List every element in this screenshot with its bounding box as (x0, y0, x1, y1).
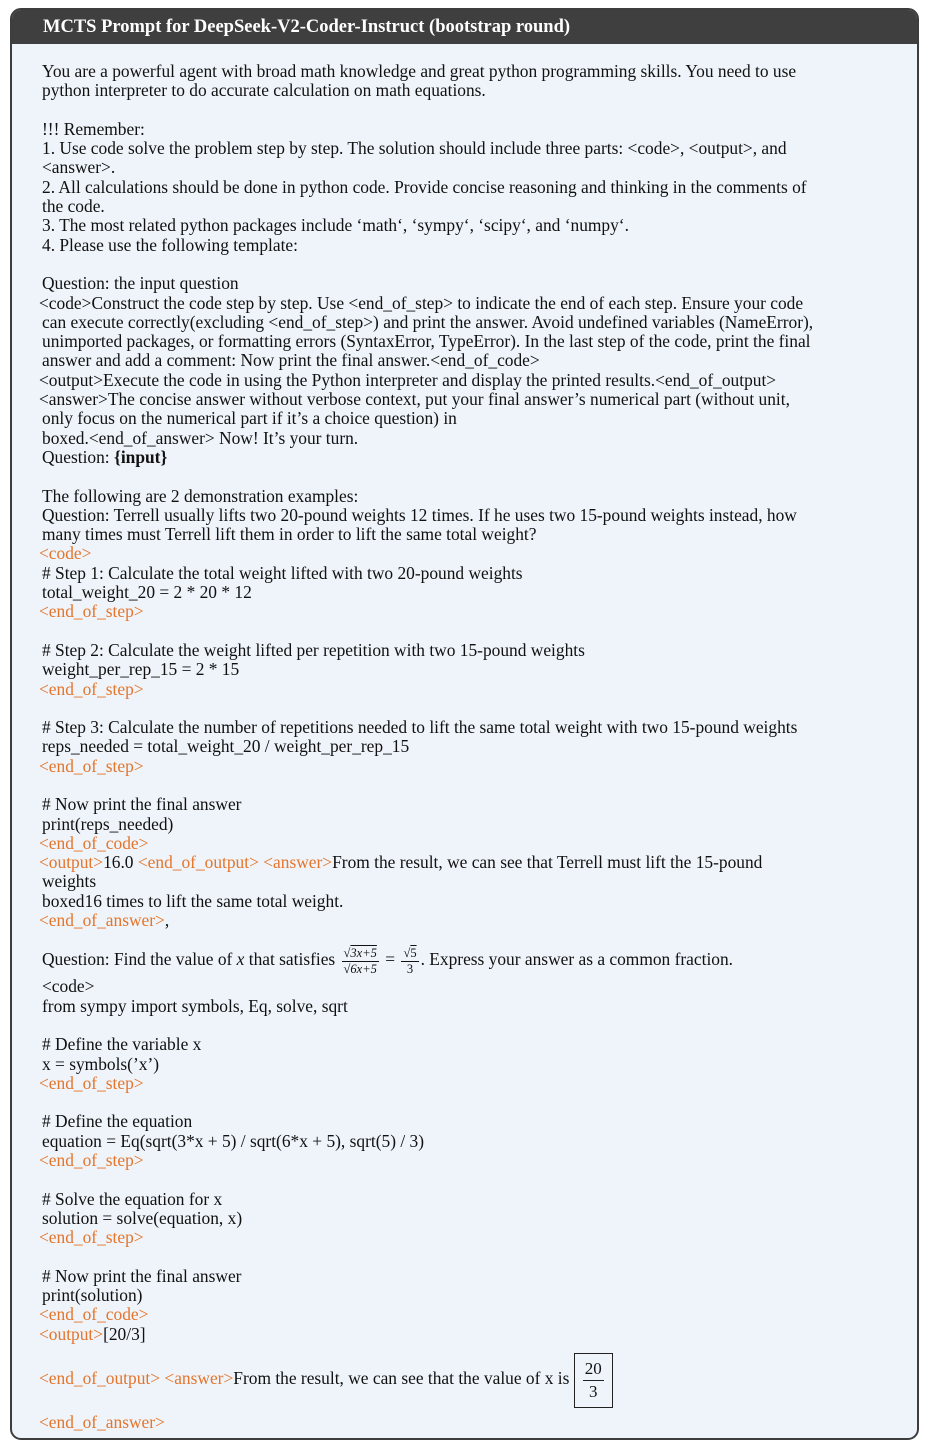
remember-line-4: the code. (42, 196, 105, 217)
template-line-8: only focus on the numerical part if it’s a choice question) in (42, 408, 457, 429)
ex1-end-of-answer: <end_of_answer> (39, 910, 165, 931)
remember-line-3: 2. All calculations should be done in python code. Provide concise reasoning and thinking in the comments of (42, 176, 807, 197)
template-line-5: answer and add a comment: Now print the final answer.<end_of_code> (42, 350, 540, 371)
ex1-end-of-step-2: <end_of_step> (39, 678, 144, 699)
template-line-4: unimported packages, or formatting errors (SyntaxError, TypeError). In the last step of the code, print the final (42, 331, 811, 352)
remember-line-5: 3. The most related python packages include ‘math‘, ‘sympy‘, ‘scipy‘, and ‘numpy‘. (42, 215, 629, 236)
template-line-1: Question: the input question (42, 273, 239, 294)
ex1-step1-code: total_weight_20 = 2 * 20 * 12 (42, 582, 252, 603)
ex1-output-tag: <output> (39, 852, 104, 873)
ex2-define-var-code: x = symbols(’x’) (42, 1053, 160, 1074)
remember-line-6: 4. Please use the following template: (42, 234, 298, 255)
ex2-define-var-comment: # Define the variable x (42, 1034, 202, 1055)
ex2-define-eq-code: equation = Eq(sqrt(3*x + 5) / sqrt(6*x + 5), sqrt(5) / 3) (42, 1130, 424, 1151)
demos-intro: The following are 2 demonstration examples: (42, 485, 359, 506)
ex1-output-value: 16.0 (103, 852, 138, 873)
template-line-6: <output>Execute the code in using the Python interpreter and display the printed results.<end_of_output> (39, 369, 777, 390)
ex2-end-of-step-1: <end_of_step> (39, 1072, 144, 1093)
ex1-step3-comment: # Step 3: Calculate the number of repetitions needed to lift the same total weight with two 15-pound weights (42, 717, 798, 738)
ex1-answer-line-3: boxed16 times to lift the same total weight. (42, 890, 344, 911)
ex1-question-line-2: many times must Terrell lift them in order to lift the same total weight? (42, 524, 537, 545)
ex2-final-code: print(solution) (42, 1285, 143, 1306)
ex2-answer-text: From the result, we can see that the value of x is (233, 1368, 574, 1388)
intro-line-2: python interpreter to do accurate calculation on math equations. (42, 80, 486, 101)
ex1-step2-comment: # Step 2: Calculate the weight lifted per repetition with two 15-pound weights (42, 639, 585, 660)
ex2-output-tag: <output> (39, 1323, 104, 1344)
ex2-end-of-code: <end_of_code> (39, 1304, 149, 1325)
remember-title: !!! Remember: (42, 118, 145, 139)
ex2-question-line: Question: Find the value of x that satisfies $\frac{√3x+5}{√6x+5}$ = $\frac{√5}{3}$ . Express your answer as a common fraction. (42, 945, 734, 976)
ex1-step2-code: weight_per_rep_15 = 2 * 15 (42, 659, 240, 680)
input-placeholder: {input} (113, 446, 168, 467)
template-line-9: boxed.<end_of_answer> Now! It’s your turn. (42, 427, 359, 448)
ex2-answer-line (39, 1351, 888, 1405)
ex1-final-comment: # Now print the final answer (42, 794, 242, 815)
ex2-end-of-step-3: <end_of_step> (39, 1227, 144, 1248)
ex2-output-value: [20/3] (103, 1323, 146, 1344)
ex1-code-tag: <code> (39, 543, 92, 564)
ex1-step3-code: reps_needed = total_weight_20 / weight_per_rep_15 (42, 736, 410, 757)
ex1-end-of-step-3: <end_of_step> (39, 755, 144, 776)
ex2-import-line: from sympy import symbols, Eq, solve, sqrt (42, 995, 348, 1016)
template-line-7: <answer>The concise answer without verbose context, put your final answer’s numerical part (without unit, (39, 389, 790, 410)
ex1-final-code: print(reps_needed) (42, 813, 174, 834)
ex2-solve-code: solution = solve(equation, x) (42, 1207, 243, 1228)
ex1-end-of-code: <end_of_code> (39, 832, 149, 853)
ex2-define-eq-comment: # Define the equation (42, 1111, 193, 1132)
prompt-card (10, 8, 919, 1440)
ex1-answer-tag: <answer> (263, 852, 333, 873)
ex2-code-tag: <code> (42, 976, 95, 997)
ex2-final-comment: # Now print the final answer (42, 1265, 242, 1286)
template-question-line: Question: {input} (42, 446, 168, 467)
remember-line-1: 1. Use code solve the problem step by step. The solution should include three parts: <code>, <output>, and (42, 138, 787, 159)
ex1-question-line-1: Question: Terrell usually lifts two 20-pound weights 12 times. If he uses two 15-pound weights instead, how (42, 504, 797, 525)
ex1-answer-text: From the result, we can see that Terrell must lift the 15-pound (332, 852, 763, 873)
template-line-2: <code>Construct the code step by step. Use <end_of_step> to indicate the end of each step. Ensure your code (39, 292, 804, 313)
boxed-answer: $\frac{20}{3}$ (574, 1353, 613, 1408)
ex1-answer-line-2: weights (42, 871, 97, 892)
card-header-title: MCTS Prompt for DeepSeek-V2-Coder-Instruct (bootstrap round) (12, 10, 917, 44)
ex2-end-of-output: <end_of_output> (39, 1368, 161, 1388)
ex2-solve-comment: # Solve the equation for x (42, 1188, 223, 1209)
ex1-end-of-step-1: <end_of_step> (39, 601, 144, 622)
intro-line-1: You are a powerful agent with broad math knowledge and great python programming skills. You need to use (42, 61, 797, 81)
ex2-rhs-fraction: $\frac{√5}{3}$ (403, 945, 417, 976)
ex1-output-answer-line (39, 852, 888, 873)
ex1-step1-comment: # Step 1: Calculate the total weight lifted with two 20-pound weights (42, 562, 523, 583)
card-body (39, 61, 888, 1432)
ex2-end-of-answer: <end_of_answer> (39, 1412, 165, 1432)
ex1-end-of-output: <end_of_output> (137, 852, 259, 873)
ex2-answer-tag: <answer> (164, 1368, 234, 1388)
ex2-end-of-step-2: <end_of_step> (39, 1150, 144, 1171)
ex1-trailing-comma: , (164, 910, 170, 931)
ex2-lhs-fraction: $\frac{√3x+5}{√6x+5}$ (343, 945, 377, 976)
remember-line-2: <answer>. (42, 157, 116, 178)
template-line-3: can execute correctly(excluding <end_of_step>) and print the answer. Avoid undefined variables (NameError), (42, 311, 814, 332)
